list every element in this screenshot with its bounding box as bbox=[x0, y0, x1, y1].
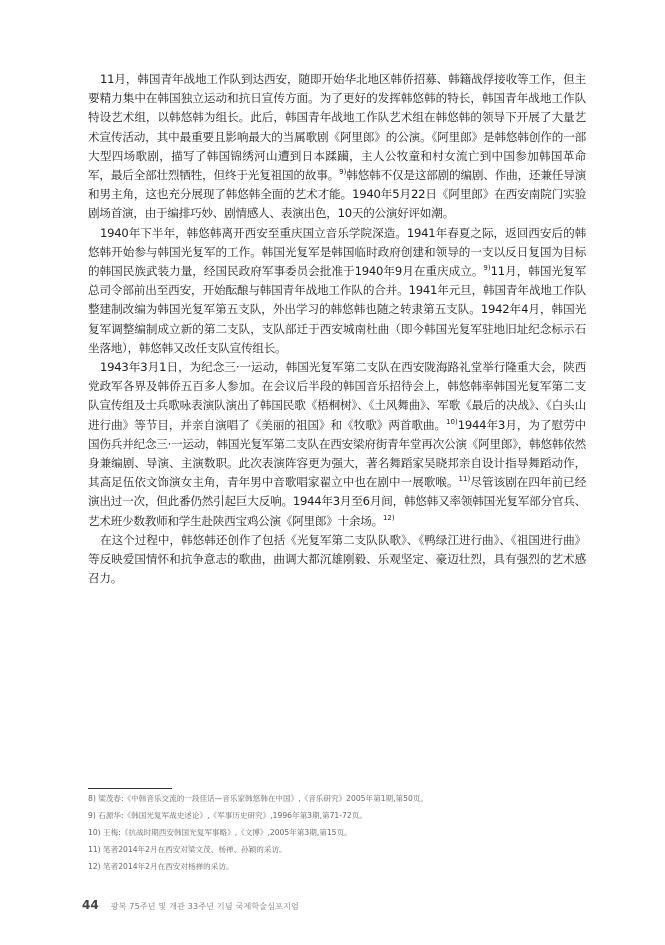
body-paragraph bbox=[88, 531, 586, 589]
body-paragraph bbox=[88, 224, 586, 358]
footnotes bbox=[88, 792, 586, 877]
footnote: 11) 笔者2014年2月在西安对梁文茂、杨禅、孙颖的采访。 bbox=[88, 845, 287, 854]
text-run: 尽管该剧在四年前已经演出过一次，但此番仍然引起巨大反响。1944年3月至6月间，韩悠韩又率领韩国光复军部分官兵、艺术班少数教师和学生赴陕西宝鸡公演《阿里郎》十余场。 bbox=[88, 475, 586, 528]
text-run: 1944年3月，为了慰劳中国伤兵并纪念三·一运动，韩国光复军第二支队在西安梁府街青年堂再次公演《阿里郎》，韩悠韩依然身兼编剧、导演、主演数职。此次表演阵容更为强大，著名舞蹈家吴晓邦亲自设计指导舞蹈动作，其高足伍依文饰演女主角，青年男中音歌唱家翟立中也在剧中一展歌喉。 bbox=[88, 417, 586, 490]
text-run: 1943年3月1日，为纪念三·一运动，韩国光复军第二支队在西安陇海路礼堂举行隆重大会，陕西党政军各界及韩侨五百多人参加。在会议后半段的韩国音乐招待会上，韩悠韩率韩国光复军第二支队宣传组及士兵歌咏表演队演出了韩国民歌《梧桐树》、《土风舞曲》、军歌《最后的决战》、《白头山进行曲》等节目，并亲自演唱了《美丽的祖国》和《牧歌》两首歌曲。 bbox=[88, 360, 586, 432]
body-paragraph bbox=[88, 358, 586, 531]
footnote: 10) 王梅:《抗战时期西安韩国光复军事略》,《文博》,2005年第3期,第15页。 bbox=[88, 828, 352, 837]
body-paragraph bbox=[88, 70, 586, 224]
footnote: 12) 笔者2014年2月在西安对杨禅的采访。 bbox=[88, 862, 234, 871]
text-run: 在这个过程中，韩悠韩还创作了包括《光复军第二支队队歌》、《鸭绿江进行曲》、《祖国进行曲》等反映爱国情怀和抗争意志的歌曲，曲调大都沉雄刚毅、乐观坚定、豪迈壮烈，具有强烈的艺术感召力。 bbox=[88, 532, 586, 586]
footnote-marker: 11) bbox=[458, 475, 471, 484]
footnote-marker: 12) bbox=[382, 513, 395, 522]
body-text bbox=[88, 70, 586, 588]
page-number: 44 bbox=[82, 898, 99, 912]
text-run: 11月，韩国光复军总司令部前出至西安，开始酝酿与韩国青年战地工作队的合并。1941年元旦，韩国青年战地工作队整建制改编为韩国光复军第五支队，外出学习的韩悠韩也随之转隶第五支队。1942年4月，韩国光复军调整编制成立新的第二支队，支队部迁于西安城南杜曲（即今韩国光复军驻地旧址纪念标示石坐落地），韩悠韩又改任支队宣传组长。 bbox=[88, 264, 586, 355]
footnote-separator bbox=[88, 788, 172, 789]
footnote-marker: 10) bbox=[446, 417, 458, 426]
running-title: 광복 75주년 및 개관 33주년 기념 국제학술심포지엄 bbox=[110, 902, 299, 911]
footnote-marker: 9) bbox=[483, 264, 491, 273]
text-run: 11月，韩国青年战地工作队到达西安，随即开始华北地区韩侨招募、韩籍战俘接收等工作，但主要精力集中在韩国独立运动和抗日宣传方面。为了更好的发挥韩悠韩的特长，韩国青年战地工作队特设艺术组，以韩悠韩为组长。此后，韩国青年战地工作队艺术组在韩悠韩的领导下开展了大量艺术宣传活动，其中最重要且影响最大的当属歌剧《阿里郎》的公演。《阿里郎》是韩悠韩创作的一部大型四场歌剧，描写了韩国锦绣河山遭到日本蹂躏，主人公牧童和村女流亡到中国参加韩国革命军，最后全部壮烈牺牲，但终于光复祖国的故事。 bbox=[88, 72, 586, 183]
page-footer bbox=[82, 898, 299, 912]
text-run: 韩悠韩不仅是这部剧的编剧、作曲，还兼任导演和男主角，这也充分展现了韩悠韩全面的艺术才能。1940年5月22日《阿里郎》在西安南院门实验剧场首演，由于编排巧妙、剧情感人、表演出色，10天的公演好评如潮。 bbox=[88, 168, 586, 221]
footnote: 9) 石源华:《韩国光复军战史述论》,《军事历史研究》,1996年第3期,第71-72页。 bbox=[88, 811, 367, 820]
text-run: 1940年下半年，韩悠韩离开西安至重庆国立音乐学院深造。1941年春夏之际，返回西安后的韩悠韩开始参与韩国光复军的工作。韩国光复军是韩国临时政府创建和领导的一支以反日复国为目标的韩国民族武装力量，经国民政府军事委员会批准于1940年9月在重庆成立。 bbox=[88, 225, 586, 279]
footnote-marker: 9) bbox=[339, 168, 347, 177]
footnote: 8) 梁茂春:《中韩音乐交流的一段佳话—音乐家韩悠韩在中国》,《音乐研究》2005年第1期,第50页。 bbox=[88, 794, 428, 803]
